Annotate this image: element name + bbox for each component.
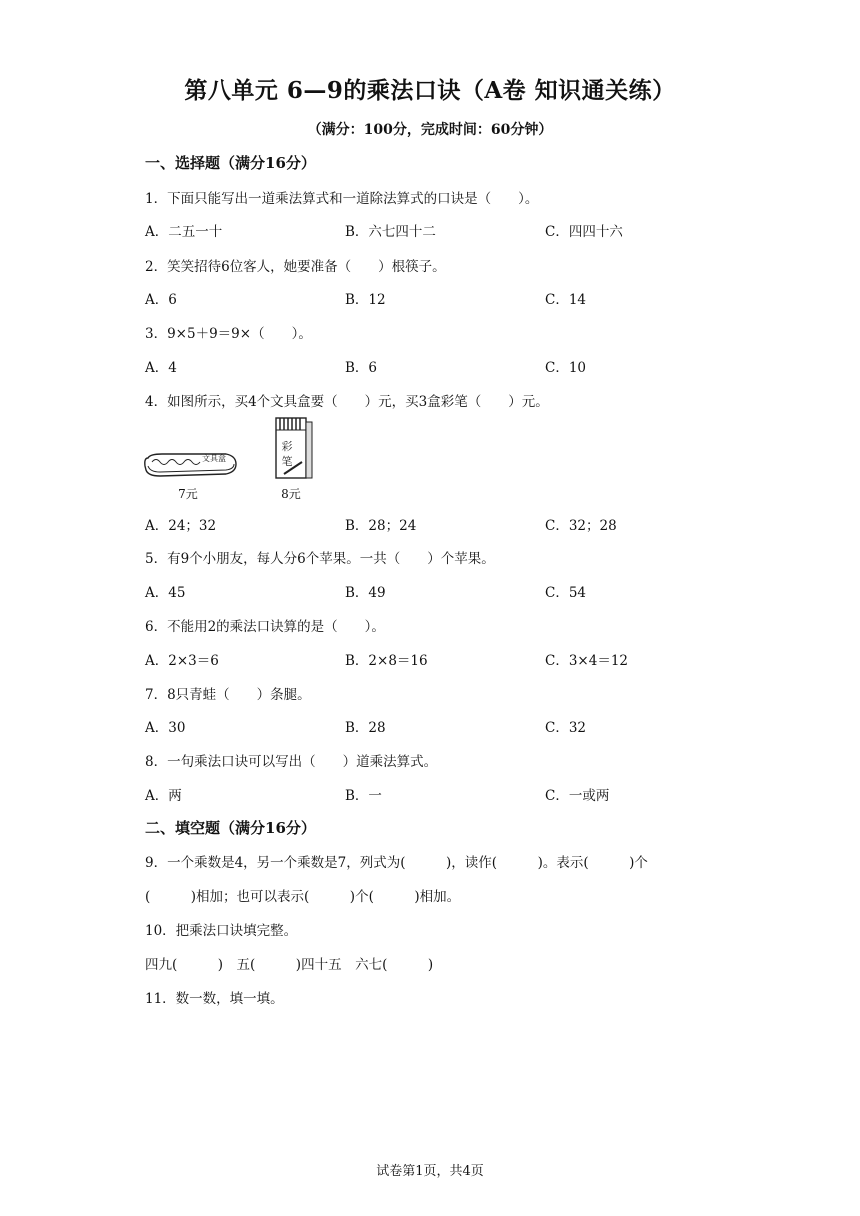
q2-option-c: C．14 <box>545 292 587 308</box>
q1-option-c: C．四四十六 <box>545 224 623 240</box>
colored-pens-icon <box>276 418 312 478</box>
pens-label-2: 笔 <box>281 455 293 468</box>
q7-option-c: C．32 <box>545 720 587 736</box>
question-6: 6．不能用2的乘法口诀算的是（ ）。 <box>145 619 385 635</box>
q4-option-c: C．32；28 <box>545 518 617 534</box>
question-10-fill: 四九( ) 五( )四十五 六七( ) <box>145 957 434 973</box>
q1-option-b: B．六七四十二 <box>345 224 436 240</box>
question-8: 8．一句乘法口诀可以写出（ ）道乘法算式。 <box>145 754 438 770</box>
q3-option-b: B．6 <box>345 360 378 376</box>
question-9-line-1: 9．一个乘数是4，另一个乘数是7，列式为( )，读作( )。表示( )个 <box>145 855 648 871</box>
pencil-case-price: 7元 <box>178 487 198 501</box>
question-10: 10．把乘法口诀填完整。 <box>145 923 298 939</box>
q8-option-c: C．一或两 <box>545 788 610 804</box>
q7-option-a: A．30 <box>145 720 186 736</box>
q5-option-c: C．54 <box>545 585 587 601</box>
q4-option-a: A．24；32 <box>145 518 217 534</box>
q6-option-a: A．2×3＝6 <box>145 653 219 669</box>
q3-option-c: C．10 <box>545 360 587 376</box>
page-subtitle: （满分：100分，完成时间：60分钟） <box>307 122 553 138</box>
q2-option-b: B．12 <box>345 292 386 308</box>
question-4-figure <box>140 416 320 508</box>
question-9-line-2: ( )相加；也可以表示( )个( )相加。 <box>145 889 461 905</box>
q6-option-c: C．3×4＝12 <box>545 653 628 669</box>
q5-option-b: B．49 <box>345 585 386 601</box>
q4-option-b: B．28；24 <box>345 518 417 534</box>
pencil-case-label: 文具盒 <box>202 454 226 463</box>
q5-option-a: A．45 <box>145 585 186 601</box>
section-heading-fill: 二、填空题（满分16分） <box>145 819 316 837</box>
pens-price: 8元 <box>281 487 301 501</box>
pencil-case-icon <box>145 453 236 476</box>
q3-option-a: A．4 <box>145 360 177 376</box>
q8-option-a: A．两 <box>145 788 182 804</box>
q8-option-b: B．一 <box>345 788 382 804</box>
question-4: 4．如图所示，买4个文具盒要（ ）元，买3盒彩笔（ ）元。 <box>145 394 549 410</box>
q6-option-b: B．2×8＝16 <box>345 653 428 669</box>
page-title: 第八单元 6—9的乘法口诀（A卷 知识通关练） <box>184 77 676 104</box>
question-5: 5．有9个小朋友，每人分6个苹果。一共（ ）个苹果。 <box>145 551 495 567</box>
question-1: 1．下面只能写出一道乘法算式和一道除法算式的口诀是（ ）。 <box>145 191 539 207</box>
question-11: 11．数一数，填一填。 <box>145 991 284 1007</box>
question-2: 2．笑笑招待6位客人，她要准备（ ）根筷子。 <box>145 259 446 275</box>
question-7: 7．8只青蛙（ ）条腿。 <box>145 687 311 703</box>
q2-option-a: A．6 <box>145 292 177 308</box>
q7-option-b: B．28 <box>345 720 386 736</box>
section-heading-choice: 一、选择题（满分16分） <box>145 154 316 172</box>
pens-label-1: 彩 <box>281 440 293 453</box>
page-footer: 试卷第1页，共4页 <box>376 1164 484 1179</box>
question-3: 3．9×5＋9＝9×（ ）。 <box>145 326 312 342</box>
q1-option-a: A．二五一十 <box>145 224 223 240</box>
